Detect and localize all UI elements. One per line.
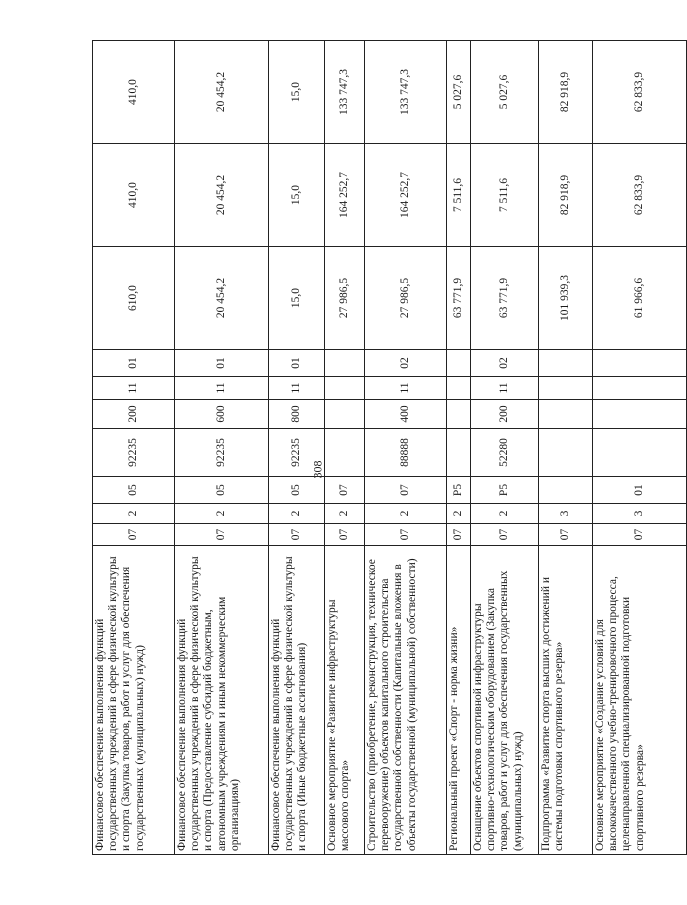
- row-name: Подпрограмма «Развитие спорта высших достижений и системы подготовки спортивного резерва»: [539, 546, 593, 855]
- page-number: 308: [310, 460, 325, 479]
- sub-department-code: 01: [269, 350, 325, 377]
- subsection-code: 2: [175, 504, 269, 524]
- department-code: [325, 377, 365, 400]
- program-code: 07: [365, 477, 447, 504]
- amount-2021: 101 939,3: [539, 247, 593, 350]
- budget-table-rotated: [92, 40, 646, 855]
- section-code: 07: [593, 524, 687, 546]
- subsection-code: 2: [365, 504, 447, 524]
- target-code: 92235: [269, 429, 325, 477]
- department-code: [447, 377, 471, 400]
- program-code: 01: [593, 477, 687, 504]
- amount-2023: 133 747,3: [365, 41, 447, 144]
- amount-2023: 82 918,9: [539, 41, 593, 144]
- section-code: 07: [447, 524, 471, 546]
- section-code: 07: [269, 524, 325, 546]
- section-code: 07: [471, 524, 539, 546]
- section-code: 07: [325, 524, 365, 546]
- department-code: 11: [365, 377, 447, 400]
- table-row: [269, 41, 325, 855]
- table-row: [175, 41, 269, 855]
- sub-department-code: [539, 350, 593, 377]
- row-name: Финансовое обеспечение выполнения функций государственных учреждений в сфере физической культуры и спорта (Закупка товаров, работ и услуг для обеспечения государственных (муниципальных) нужд): [93, 546, 175, 855]
- amount-2022: 7 511,6: [471, 144, 539, 247]
- expense-type: 200: [471, 400, 539, 429]
- amount-2021: 27 986,5: [365, 247, 447, 350]
- department-code: [593, 377, 687, 400]
- program-code: P5: [447, 477, 471, 504]
- amount-2021: 15,0: [269, 247, 325, 350]
- expense-type: [325, 400, 365, 429]
- amount-2021: 610,0: [93, 247, 175, 350]
- amount-2021: 63 771,9: [471, 247, 539, 350]
- expense-type: 200: [93, 400, 175, 429]
- subsection-code: 2: [269, 504, 325, 524]
- row-name: Оснащение объектов спортивной инфраструктуры спортивно-технологическим оборудованием (Закупка товаров, работ и услуг для обеспечения государственных (муниципальных) нужд): [471, 546, 539, 855]
- section-code: 07: [539, 524, 593, 546]
- target-code: [539, 429, 593, 477]
- table-row: [93, 41, 175, 855]
- expense-type: [539, 400, 593, 429]
- program-code: 05: [269, 477, 325, 504]
- amount-2022: 82 918,9: [539, 144, 593, 247]
- subsection-code: 2: [447, 504, 471, 524]
- sub-department-code: 02: [365, 350, 447, 377]
- section-code: 07: [175, 524, 269, 546]
- department-code: 11: [175, 377, 269, 400]
- sub-department-code: 01: [175, 350, 269, 377]
- amount-2022: 20 454,2: [175, 144, 269, 247]
- amount-2021: 27 986,5: [325, 247, 365, 350]
- sub-department-code: [593, 350, 687, 377]
- subsection-code: 2: [93, 504, 175, 524]
- budget-table: [92, 40, 687, 855]
- amount-2022: 62 833,9: [593, 144, 687, 247]
- sub-department-code: [325, 350, 365, 377]
- row-name: Строительство (приобретение, реконструкция, техническое перевооружение) объектов капитального строительства государственной собственности (Капитальные вложения в объекты государственной (муниципальной) собственности): [365, 546, 447, 855]
- target-code: [447, 429, 471, 477]
- program-code: 05: [93, 477, 175, 504]
- table-row: [539, 41, 593, 855]
- table-row: [325, 41, 365, 855]
- amount-2023: 133 747,3: [325, 41, 365, 144]
- program-code: 07: [325, 477, 365, 504]
- row-name: Основное мероприятие «Создание условий для высококачественного учебно-тренировочного процесса, целенаправленной специализированной подготовки спортивного резерва»: [593, 546, 687, 855]
- target-code: 92235: [175, 429, 269, 477]
- department-code: [539, 377, 593, 400]
- target-code: [325, 429, 365, 477]
- amount-2023: 15,0: [269, 41, 325, 144]
- amount-2023: 5 027,6: [447, 41, 471, 144]
- expense-type: 800: [269, 400, 325, 429]
- amount-2022: 7 511,6: [447, 144, 471, 247]
- section-code: 07: [365, 524, 447, 546]
- sub-department-code: 01: [93, 350, 175, 377]
- target-code: [593, 429, 687, 477]
- amount-2022: 164 252,7: [325, 144, 365, 247]
- target-code: 92235: [93, 429, 175, 477]
- program-code: 05: [175, 477, 269, 504]
- amount-2023: 410,0: [93, 41, 175, 144]
- table-row: [447, 41, 471, 855]
- section-code: 07: [93, 524, 175, 546]
- amount-2023: 5 027,6: [471, 41, 539, 144]
- table-row: [471, 41, 539, 855]
- department-code: 11: [93, 377, 175, 400]
- amount-2021: 20 454,2: [175, 247, 269, 350]
- sub-department-code: [447, 350, 471, 377]
- amount-2022: 410,0: [93, 144, 175, 247]
- table-row: [593, 41, 687, 855]
- amount-2022: 15,0: [269, 144, 325, 247]
- program-code: [539, 477, 593, 504]
- target-code: 52280: [471, 429, 539, 477]
- row-name: Финансовое обеспечение выполнения функций государственных учреждений в сфере физической культуры и спорта (Предоставление субсидий бюджетным, автономным учреждениям и иным некоммерческим организациям): [175, 546, 269, 855]
- row-name: Основное мероприятие «Развитие инфраструктуры массового спорта»: [325, 546, 365, 855]
- subsection-code: 3: [593, 504, 687, 524]
- target-code: 88888: [365, 429, 447, 477]
- amount-2021: 63 771,9: [447, 247, 471, 350]
- amount-2023: 62 833,9: [593, 41, 687, 144]
- program-code: P5: [471, 477, 539, 504]
- expense-type: 600: [175, 400, 269, 429]
- amount-2023: 20 454,2: [175, 41, 269, 144]
- subsection-code: 3: [539, 504, 593, 524]
- sub-department-code: 02: [471, 350, 539, 377]
- table-row: [365, 41, 447, 855]
- subsection-code: 2: [471, 504, 539, 524]
- row-name: Региональный проект «Спорт - норма жизни»: [447, 546, 471, 855]
- row-name: Финансовое обеспечение выполнения функций государственных учреждений в сфере физической культуры и спорта (Иные бюджетные ассигнования): [269, 546, 325, 855]
- amount-2021: 61 966,6: [593, 247, 687, 350]
- amount-2022: 164 252,7: [365, 144, 447, 247]
- subsection-code: 2: [325, 504, 365, 524]
- expense-type: [447, 400, 471, 429]
- department-code: 11: [471, 377, 539, 400]
- expense-type: [593, 400, 687, 429]
- expense-type: 400: [365, 400, 447, 429]
- department-code: 11: [269, 377, 325, 400]
